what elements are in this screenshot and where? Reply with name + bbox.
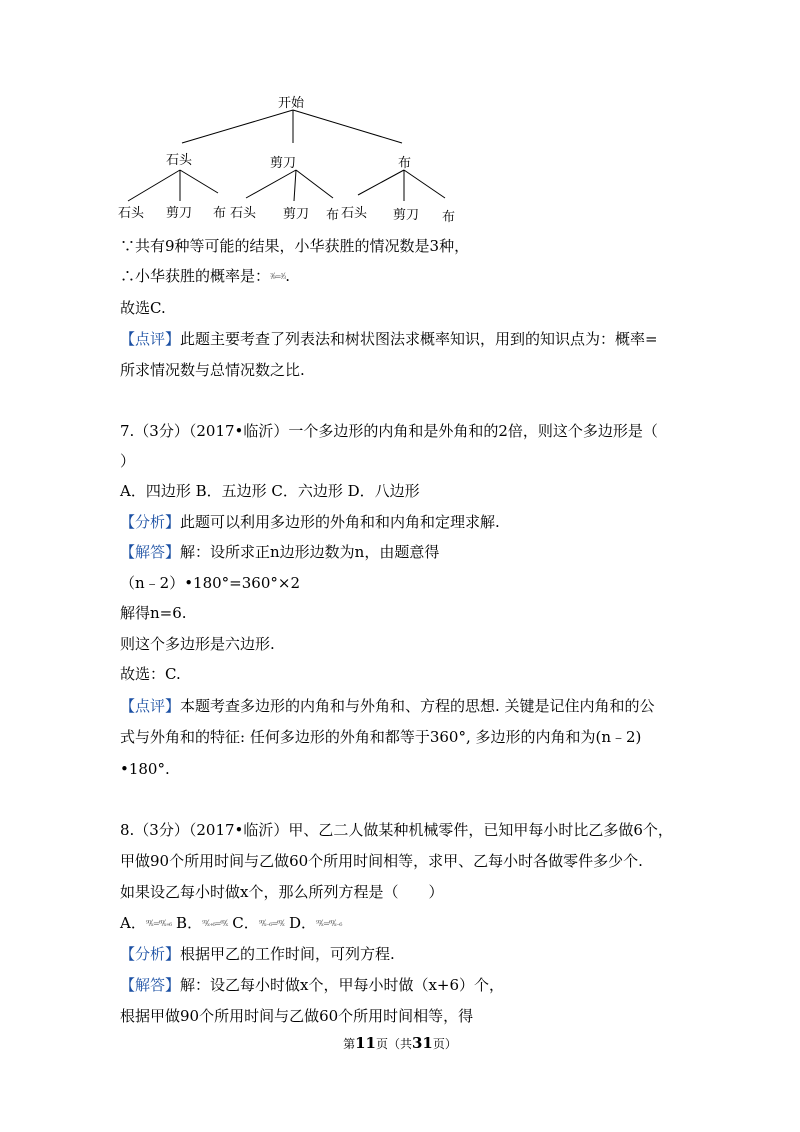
p6-line-2-text: ∴小华获胜的概率是： <box>120 267 271 285</box>
q8-option-a-label: A． <box>120 914 146 932</box>
q8-fenxi <box>120 944 395 964</box>
tree-leaf-5: 剪刀 <box>283 207 310 222</box>
tree-leaf-7: 石头 <box>341 206 368 221</box>
q7-jieda <box>120 542 439 562</box>
q7-dianping <box>120 696 655 716</box>
q7-jieda-text-1: 解：设所求正n边形边数为n，由题意得 <box>180 543 440 561</box>
q8-option-a: ⁹⁰⁄ₓ=⁶⁰⁄ₓ₊₆ <box>145 919 172 928</box>
q8-options <box>120 913 341 934</box>
footer-post: 页） <box>432 1037 457 1051</box>
q8-stem-2: 甲做90个所用时间与乙做60个所用时间相等，求甲、乙每小时各做零件多少个. <box>120 852 643 870</box>
page-total: 31 <box>412 1034 433 1052</box>
tree-leaf-9: 布 <box>442 210 456 225</box>
tree-diagram <box>110 88 480 223</box>
page-footer <box>0 1034 800 1052</box>
q8-jieda <box>120 975 504 995</box>
q8-jieda-line-2: 根据甲做90个所用时间与乙做60个所用时间相等，得 <box>120 1007 474 1025</box>
tree-node-l1-3: 布 <box>398 156 412 171</box>
p6-dianping-text-1: 此题主要考查了列表法和树状图法求概率知识，用到的知识点为：概率= <box>180 330 658 348</box>
tree-root: 开始 <box>278 96 305 111</box>
tree-node-l1-2: 剪刀 <box>270 156 297 171</box>
q7-options: A．四边形 B．五边形 C．六边形 D．八边形 <box>120 482 420 500</box>
q7-jieda-line-2: （n﹣2）•180°=360°×2 <box>120 574 300 592</box>
q8-jieda-text-1: 解：设乙每小时做x个，甲每小时做（x+6）个， <box>180 976 505 994</box>
q8-fenxi-text: 根据甲乙的工作时间，可列方程. <box>180 945 395 963</box>
p6-line-2-end: . <box>285 267 290 285</box>
q7-jieda-line-3: 解得n=6. <box>120 604 187 622</box>
q7-dianping-line-2: 式与外角和的特征: 任何多边形的外角和都等于360°, 多边形的内角和为(n﹣2) <box>120 728 642 746</box>
q8-option-b: ⁹⁰⁄ₓ₊₆=⁶⁰⁄ₓ <box>202 919 228 928</box>
p6-line-1: ∵共有9种等可能的结果，小华获胜的情况数是3种， <box>120 237 470 255</box>
q7-jieda-line-4: 则这个多边形是六边形. <box>120 635 275 653</box>
q7-dianping-line-3: •180°. <box>120 760 170 778</box>
q7-stem-1: 7.（3分）（2017•临沂）一个多边形的内角和是外角和的2倍，则这个多边形是（ <box>120 422 658 440</box>
tree-leaf-6: 布 <box>326 208 340 223</box>
dianping-tag: 【点评】 <box>120 330 181 348</box>
jieda-tag: 【解答】 <box>120 976 181 994</box>
p6-line-3: 故选C. <box>120 299 166 317</box>
q7-fenxi-text: 此题可以利用多边形的外角和和内角和定理求解. <box>180 513 500 531</box>
probability-fraction: ³⁄₉=¹⁄₃ <box>270 272 286 281</box>
jieda-tag: 【解答】 <box>120 543 181 561</box>
q7-fenxi <box>120 512 500 532</box>
tree-leaf-1: 石头 <box>118 206 145 221</box>
q8-stem-3: 如果设乙每小时做x个，那么所列方程是（ ） <box>120 883 444 901</box>
page-number: 11 <box>355 1034 376 1052</box>
tree-leaf-4: 石头 <box>230 206 257 221</box>
q8-stem-1: 8.（3分）（2017•临沂）甲、乙二人做某种机械零件，已知甲每小时比乙多做6个， <box>120 821 673 839</box>
q8-option-d: ⁹⁰⁄ₓ=⁶⁰⁄ₓ₋₆ <box>316 919 342 928</box>
tree-leaf-8: 剪刀 <box>393 208 420 223</box>
p6-dianping-line-2: 所求情况数与总情况数之比. <box>120 361 305 379</box>
tree-leaf-3: 布 <box>213 206 227 221</box>
dianping-tag: 【点评】 <box>120 697 181 715</box>
fenxi-tag: 【分析】 <box>120 513 181 531</box>
tree-leaf-2: 剪刀 <box>166 206 193 221</box>
footer-pre: 第 <box>343 1037 356 1051</box>
q7-stem-2: ） <box>120 452 136 470</box>
footer-mid: 页（共 <box>375 1037 412 1051</box>
q8-option-d-label: D． <box>288 914 316 932</box>
q7-jieda-line-5: 故选：C. <box>120 665 181 683</box>
p6-dianping <box>120 329 658 349</box>
p6-line-2 <box>120 266 290 287</box>
q7-dianping-text-1: 本题考查多边形的内角和与外角和、方程的思想. 关键是记住内角和的公 <box>180 697 655 715</box>
q8-option-c: ⁹⁰⁄ₓ₋₆=⁶⁰⁄ₓ <box>258 919 285 928</box>
q8-option-b-label: B． <box>176 914 203 932</box>
fenxi-tag: 【分析】 <box>120 945 181 963</box>
tree-node-l1-1: 石头 <box>166 153 193 168</box>
q8-option-c-label: C． <box>232 914 259 932</box>
